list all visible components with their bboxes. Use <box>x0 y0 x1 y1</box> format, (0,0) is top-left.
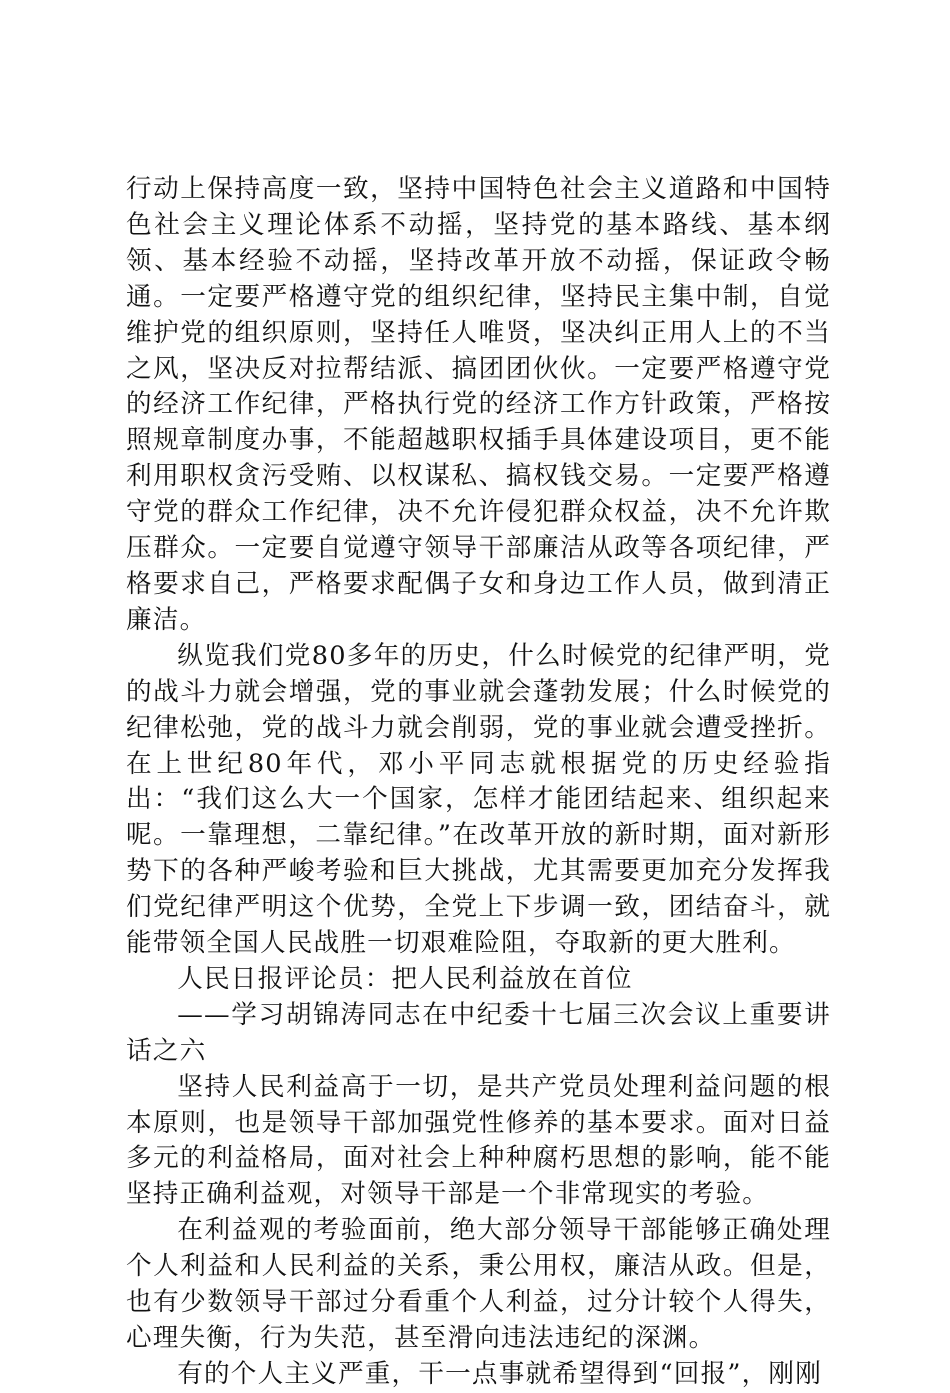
article-title: 人民日报评论员：把人民利益放在首位 <box>177 963 633 994</box>
paragraph-principle: 坚持人民利益高于一切，是共产党员处理利益问题的根本原则，也是领导干部加强党性修养的基本要求。面对日益多元的利益格局，面对社会上种种腐朽思想的影响，能不能坚持正确利益观，对领导干部是一个非常现实的考验。 <box>126 1071 831 1210</box>
paragraph-individualism: 有的个人主义严重，干一点事就希望得到“回报”，刚刚 <box>177 1358 823 1389</box>
paragraph-continuation: 行动上保持高度一致，坚持中国特色社会主义道路和中国特色社会主义理论体系不动摇，坚持党的基本路线、基本纲领、基本经验不动摇，坚持改革开放不动摇，保证政令畅通。一定要严格遵守党的组织纪律，坚持民主集中制，自觉维护党的组织原则，坚持任人唯贤，坚决纠正用人上的不当之风，坚决反对拉帮结派、搞团团伙伙。一定要严格遵守党的经济工作纪律，严格执行党的经济工作方针政策，严格按照规章制度办事，不能超越职权插手具体建设项目，更不能利用职权贪污受贿、以权谋私、搞权钱交易。一定要严格遵守党的群众工作纪律，决不允许侵犯群众权益，决不允许欺压群众。一定要自觉遵守领导干部廉洁从政等各项纪律，严格要求自己，严格要求配偶子女和身边工作人员，做到清正廉洁。 <box>126 174 831 635</box>
paragraph-history: 纵览我们党80多年的历史，什么时候党的纪律严明，党的战斗力就会增强，党的事业就会蓬勃发展；什么时候党的纪律松弛，党的战斗力就会削弱，党的事业就会遭受挫折。在上世纪80年代，邓小平同志就根据党的历史经验指出：“我们这么大一个国家，怎样才能团结起来、组织起来呢。一靠理想，二靠纪律。”在改革开放的新时期，面对新形势下的各种严峻考验和巨大挑战，尤其需要更加充分发挥我们党纪律严明这个优势，全党上下步调一致，团结奋斗，就能带领全国人民战胜一切艰难险阻，夺取新的更大胜利。 <box>126 640 831 959</box>
paragraph-test: 在利益观的考验面前，绝大部分领导干部能够正确处理个人利益和人民利益的关系，秉公用权，廉洁从政。但是，也有少数领导干部过分看重个人利益，过分计较个人得失，心理失衡，行为失范，甚至滑向违法违纪的深渊。 <box>126 1215 831 1353</box>
document-body <box>126 172 831 1393</box>
article-subtitle: ——学习胡锦涛同志在中纪委十七届三次会议上重要讲话之六 <box>126 999 831 1066</box>
